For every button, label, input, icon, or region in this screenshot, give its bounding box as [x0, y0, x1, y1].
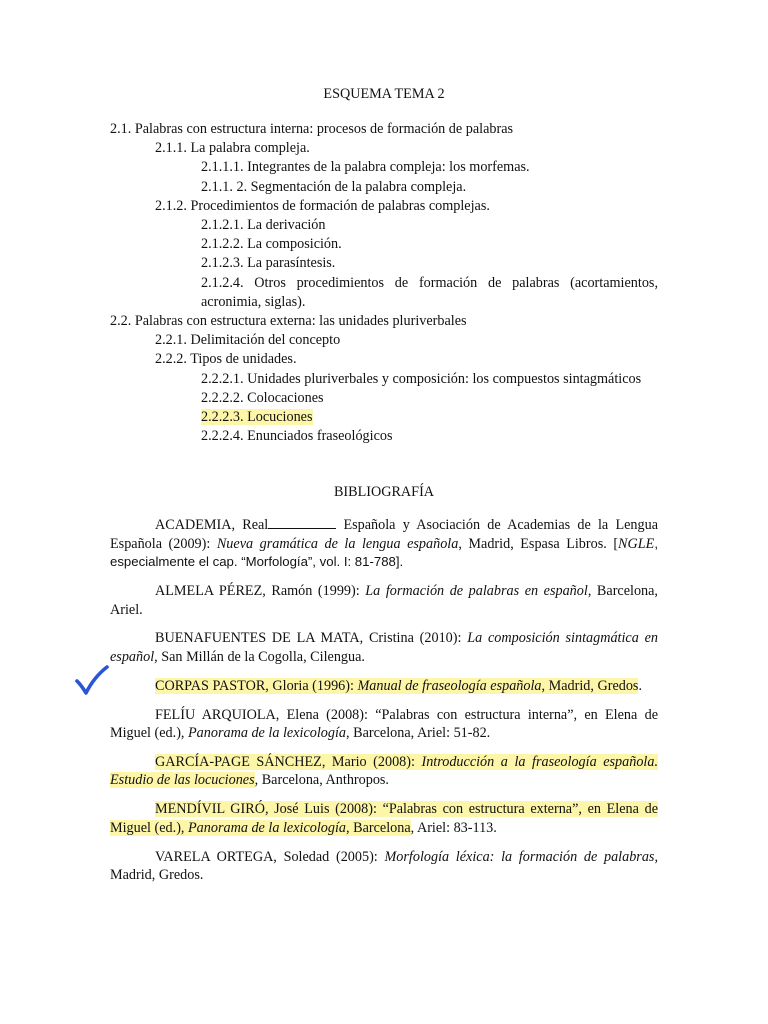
bibliography-title: BIBLIOGRAFÍA	[333, 484, 435, 500]
outline-item-text: 2.1. Palabras con estructura interna: procesos de formación de palabras	[110, 121, 514, 137]
bib-entry-feliu	[110, 706, 658, 743]
bib-author: GARCÍA-PAGE SÁNCHEZ, Mario (2008):	[155, 753, 422, 770]
outline-item	[110, 235, 658, 254]
bib-book-title: Panorama de la lexicología	[188, 725, 347, 742]
bib-entry-academia	[110, 516, 658, 572]
bib-author: FELÍU ARQUIOLA, Elena (2008): “Palabras con estructura interna”, en Elena de Miguel (ed.),	[110, 706, 658, 742]
outline-item	[110, 158, 658, 177]
outline-item	[110, 274, 658, 312]
outline-item	[110, 216, 658, 235]
highlighted-text	[155, 678, 638, 694]
outline-item	[110, 254, 658, 273]
bib-text: , Barcelona	[346, 819, 411, 836]
outline-item-text: 2.2.1. Delimitación del concepto	[155, 332, 341, 349]
outline-list	[110, 120, 658, 446]
bib-abbrev: NGLE	[618, 535, 655, 552]
outline-item-text: 2.1.2.3. La parasíntesis.	[201, 255, 336, 272]
bib-book-title: Introducción a la fraseología española. Estudio de las locuciones	[110, 753, 658, 789]
bib-text: , Madrid, Gredos	[541, 677, 639, 694]
checkmark-icon	[74, 664, 110, 698]
bib-author: CORPAS PASTOR, Gloria (1996):	[155, 677, 358, 694]
bib-text: , Barcelona, Ariel.	[110, 582, 658, 618]
outline-item-text: 2.2.2.4. Enunciados fraseológicos	[201, 428, 393, 445]
bibliography-list	[110, 516, 658, 895]
outline-item-text: 2.2. Palabras con estructura externa: las unidades pluriverbales	[110, 313, 467, 330]
bib-text: , Madrid, Espasa Libros. [	[458, 535, 619, 552]
blank-line	[268, 516, 336, 529]
bib-entry-mendivil	[110, 800, 658, 837]
outline-item-text: 2.1.2. Procedimientos de formación de palabras complejas.	[155, 197, 490, 214]
bib-book-title: Nueva gramática de la lengua española	[216, 535, 459, 552]
outline-item-text: 2.2.2.2. Colocaciones	[201, 389, 324, 406]
bib-author: VARELA ORTEGA, Soledad (2005):	[155, 848, 385, 865]
bib-book-title: Panorama de la lexicología	[188, 819, 347, 836]
bib-text: .	[638, 677, 642, 694]
outline-item	[110, 178, 658, 197]
outline-item-text: 2.2.2. Tipos de unidades.	[155, 351, 297, 368]
bib-text: , Ariel: 83-113.	[410, 819, 497, 836]
bib-book-title: La formación de palabras en español	[365, 582, 588, 599]
outline-item	[110, 139, 658, 158]
outline-item	[110, 350, 658, 369]
outline-item	[110, 120, 658, 139]
bib-book-title: Manual de fraseología española	[357, 677, 542, 694]
outline-item-text: 2.2.2.1. Unidades pluriverbales y composición: los compuestos sintagmáticos	[201, 370, 642, 387]
bib-text: , Barcelona, Ariel: 51-82.	[346, 725, 491, 742]
bib-entry-buenafuentes	[110, 629, 658, 666]
bib-book-title: Morfología léxica: la formación de palabras	[384, 848, 655, 865]
bib-author: BUENAFUENTES DE LA MATA, Cristina (2010):	[155, 630, 468, 647]
outline-item	[110, 312, 658, 331]
outline-item	[110, 370, 658, 389]
outline-item	[110, 331, 658, 350]
bib-entry-corpas	[110, 677, 658, 696]
bib-author: MENDÍVIL GIRÓ, José Luis (2008): “Palabras con estructura externa”, en Elena de Miguel (ed.),	[110, 801, 658, 836]
bib-entry-almela	[110, 582, 658, 619]
outline-item	[110, 408, 658, 427]
outline-item-text: 2.1.2.2. La composición.	[201, 236, 342, 253]
bib-text: , San Millán de la Cogolla, Cilengua.	[154, 648, 365, 665]
outline-item	[110, 197, 658, 216]
bib-book-title: La composición sintagmática en español	[110, 630, 658, 665]
outline-item	[110, 427, 658, 446]
outline-item	[110, 389, 658, 408]
outline-item-text: 2.2.2.3. Locuciones	[201, 409, 313, 426]
bib-text: , Barcelona, Anthropos.	[254, 772, 389, 789]
outline-item-text: 2.1.1.1. Integrantes de la palabra compleja: los morfemas.	[201, 159, 530, 176]
bib-author: ALMELA PÉREZ, Ramón (1999):	[155, 582, 366, 599]
bib-text: Española y Asociación de Academias de la Lengua Española (2009):	[110, 517, 658, 552]
outline-item-text: 2.1.2.4. Otros procedimientos de formación de palabras (acortamientos, acronimia, siglas).	[201, 274, 658, 310]
bib-text: , Madrid, Gredos.	[110, 848, 658, 884]
highlighted-text	[110, 801, 658, 836]
outline-item-text: 2.1.2.1. La derivación	[201, 217, 326, 234]
bib-note: , especialmente el cap. “Morfología”, vol. I: 81-788].	[110, 535, 658, 570]
bib-entry-varela	[110, 848, 658, 885]
outline-item-text: 2.1.1. 2. Segmentación de la palabra compleja.	[201, 178, 467, 195]
bib-author: ACADEMIA, Real	[155, 517, 269, 533]
page-title: ESQUEMA TEMA 2	[323, 86, 445, 102]
bib-entry-garcia-page	[110, 753, 658, 790]
outline-item-text: 2.1.1. La palabra compleja.	[155, 140, 310, 157]
